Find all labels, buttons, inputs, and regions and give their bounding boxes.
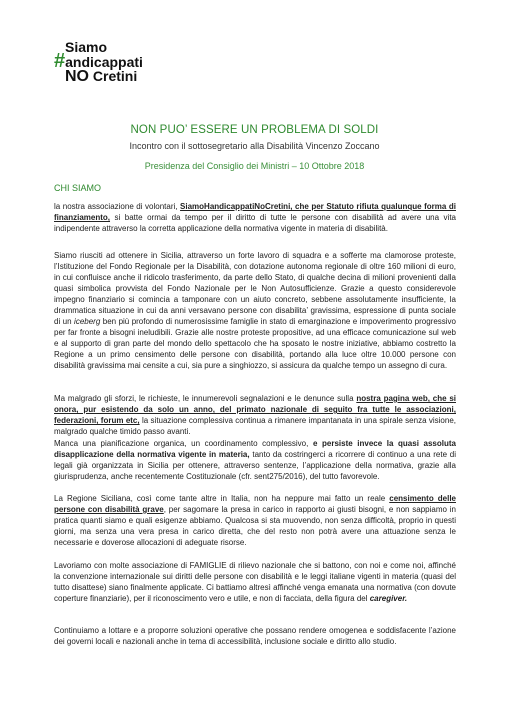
paragraph-6 [54, 560, 456, 604]
paragraph-2-text-a: Siamo riusciti ad ottenere in Sicilia, attraverso un forte lavoro di squadra e a sofferte ma clamorose proteste, l’Istituzione del Fondo Regionale per la Disabilità, con dotazione autonoma regionale di oltre 160 milioni di euro, in cui confluisce anche il ridicolo trasferimento, da parte dello Stato, di qualche decina di milioni provenienti dalla quasi simbolica provvista del Fondo Nazionale per le Non Autosufficienze. Grazie a questo considerevole impegno finanziario si comincia a tamponare con un aiuto concreto, sebbene assolutamente insufficiente, la drammatica situazione in cui da anni versavano persone con disabilita’ gravissima, espressione di punta sociale di un [54, 251, 456, 326]
paragraph-2 [54, 250, 456, 371]
paragraph-4-emphasis: e persiste invece la quasi assoluta disapplicazione della normativa vigente in materia, [54, 439, 456, 459]
paragraph-4-text-a: Manca una pianificazione organica, un coordinamento complessivo, [54, 439, 313, 448]
logo-line-1: Siamo [65, 39, 108, 55]
paragraph-5-text-c: , per sagomare la presa in carico in rapporto ai giusti bisogni, e non sappiamo in pratica quanti siamo e quali esigenze abbiamo. Qualcosa si sta muovendo, non senza difficoltà, proprio in questi giorni, ma senza una vera presa in carico diretta, che del resto non potrà avere una attuazione senza le necessarie e doverose allocazioni di adeguate risorse. [54, 505, 456, 547]
association-logo [54, 40, 143, 84]
paragraph-2-italic: iceberg [74, 317, 101, 326]
paragraph-3-text-c: la situazione complessiva continua a rimanere impantanata in una spirale senza visione, malgrado qualche timido passo avanti. [54, 416, 456, 436]
logo-hash: # [54, 50, 66, 72]
paragraph-7-text: Continuiamo a lottare e a proporre soluzioni operative che possano rendere omogenea e soddisfacente l’azione dei governi locali e nazionali anche in tema di accessibilità, inclusione sociale e diritto allo studio. [54, 626, 456, 646]
paragraph-5 [54, 493, 456, 548]
document-dateline: Presidenza del Consiglio dei Ministri – 10 Ottobre 2018 [144, 161, 365, 171]
document-subtitle: Incontro con il sottosegretario alla Disabilità Vincenzo Zoccano [129, 141, 380, 151]
paragraph-6-emphasis: caregiver. [369, 594, 408, 603]
paragraph-6-text-a: Lavoriamo con molte associazione di FAMIGLIE di rilievo nazionale che si battono, con noi e come noi, affinché la convenzione internazionale sui diritti delle persone con disabilità e le leggi italiane vigenti in materia (quasi del tutto disattese) siano finalmente applicate. Ci battiamo altresì affinché venga emanata una normativa (con dovute coperture finanziarie), per il riconoscimento vero e utile, e non di facciata, della figura del [54, 561, 456, 603]
paragraph-5-emphasis: censimento delle persone con disabilità grave [54, 494, 456, 514]
paragraph-3-text-a: Ma malgrado gli sforzi, le richieste, le innumerevoli segnalazioni e le denunce sulla [54, 394, 357, 403]
logo-word-andicappati: andicappati [65, 54, 143, 70]
logo-word-cretini: Cretini [89, 68, 138, 84]
paragraph-4 [54, 438, 456, 482]
paragraph-3-emphasis: nostra pagina web, che si onora, pur esistendo da solo un anno, del primato nazionale di seguito fra tutte le associazioni, federazioni, forum etc, [54, 394, 456, 425]
logo-no: NO [65, 68, 89, 85]
paragraph-1 [54, 201, 456, 234]
paragraph-3 [54, 393, 456, 437]
paragraph-4-text-c: tanto da costringerci a ricorrere di continuo a una rete di legali già organizzata in Sicilia per ottenere, attraverso sentenze, l’applicazione della normativa, grazie alla giurisprudenza, anche recentemente Costituzionale (cfr. sent275/2016), del tutto favorevole. [54, 450, 456, 481]
logo-line-3 [54, 69, 143, 84]
document-title: NON PUO’ ESSERE UN PROBLEMA DI SOLDI [130, 124, 379, 136]
logo-line-2 [54, 50, 143, 72]
paragraph-1-text-a: la nostra associazione di volontari, [54, 202, 181, 211]
paragraph-7 [54, 625, 456, 647]
paragraph-2-text-c: ben più profondo di numerosissime famiglie in stato di emarginazione e impoverimento progressivo per far fronte a bisogni ineludibili. Grazie alle nostre proteste propositive, ad una efficace comunicazione sul web e al supporto di gran parte del mondo dello spettacolo che ha sposato le nostre iniziative, abbiamo costretto la Regione a un primo censimento delle persone con disabilità, portando alla luce oltre 10.000 persone con disabilità gravissima mai censite a cui, sia pure a singhiozzo, si assicura da qualche tempo un assegno di cura. [54, 317, 456, 370]
paragraph-1-text-c: si batte ormai da tempo per il diritto di tutte le persone con disabilità ad avere una vita indipendente attraverso la corretta applicazione della normativa vigente in materia di disabilità. [54, 213, 456, 233]
paragraph-5-text-a: La Regione Siciliana, così come tante altre in Italia, non ha neppure mai fatto un reale [54, 494, 390, 503]
section-heading: CHI SIAMO [54, 183, 102, 193]
paragraph-1-emphasis: SiamoHandicappatiNoCretini, che per Statuto rifiuta qualunque forma di finanziamento, [54, 202, 456, 222]
